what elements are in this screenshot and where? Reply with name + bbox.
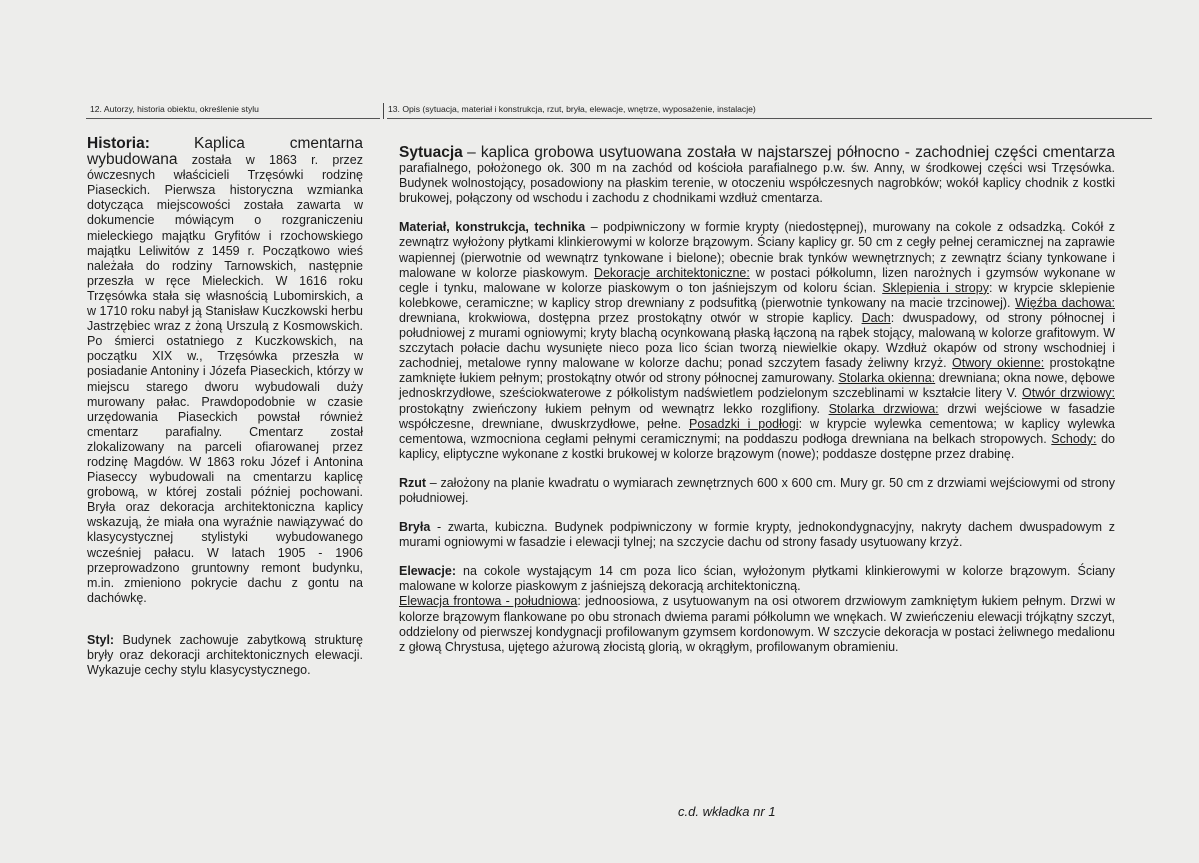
elewacje-paragraph [399, 564, 1115, 594]
elewacja-frontowa-paragraph [399, 594, 1115, 654]
sytuacja-title: – kaplica grobowa usytuowana została w najstarszej północno - zachodniej części cmentarza [467, 144, 1115, 161]
historia-paragraph [87, 136, 363, 606]
history-column [87, 136, 363, 678]
header-rule-left [86, 118, 380, 119]
material-text: – podpiwniczony w formie krypty (niedostępnej), murowany na cokole z odsadzką. Cokół z zewnątrz wyłożony płytkami klinkierowymi w kolorze brązowym. Ściany kaplicy gr. 50 cm z cegły pełnej ceramicznej na zaprawie wapiennej (pierwotnie od wewnątrz tynkowane i bielone); obecnie brak tynków wewnętrznych; z zewnątrz ściany tynkowane i malowane w kolorze piaskowym. [399, 220, 1116, 280]
styl-paragraph [87, 633, 363, 678]
material-text: : w krypcie sklepienie kolebkowe, ceramiczne; w kaplicy strop drewniany z podsufitką (pierwotnie tynkowany na macie trzcinowej). [399, 280, 1115, 310]
section-12-header: 12. Autorzy, historia obiektu, określenie stylu [90, 104, 259, 114]
elewacja-frontowa-term: Elewacja frontowa - południowa [399, 594, 578, 609]
rzut-text: – założony na planie kwadratu o wymiarach zewnętrznych 600 x 600 cm. Mury gr. 50 cm z drzwiami wejściowymi od strony południowej. [399, 475, 1115, 505]
elewacje-text: na cokole wystającym 14 cm poza lico ścian, wyłożonym płytkami klinkierowymi w kolorze brązowym. Ściany malowane w kolorze piaskowym z jaśniejszą dekoracją architektoniczną. [399, 564, 1115, 594]
bryla-paragraph [399, 520, 1115, 550]
description-column [399, 145, 1115, 655]
column-divider [383, 103, 384, 119]
stolarka-drzwiowa-term: Stolarka drzwiowa: [828, 401, 939, 416]
elewacja-frontowa-text: : jednoosiowa, z usytuowanym na osi otworem drzwiowym zamkniętym łukiem pełnym. Drzwi w kolorze brązowym flankowane po obu stronach dwiema parami półkolumn we wnękach. W zwieńczeniu elewacji trójkątny szczyt, oddzielony od pierwszej kondygnacji profilowanym gzymsem kordonowym. W szczycie dekoracja w postaci żeliwnego medalionu z głową Chrystusa, ujętego ażurową złocistą glorią, w okrągłym, profilowanym obramieniu. [399, 594, 1115, 654]
dekoracje-term: Dekoracje architektoniczne: [593, 265, 750, 280]
sklepienia-term: Sklepienia i stropy [882, 280, 989, 295]
historia-label: Historia: [87, 135, 150, 152]
continuation-note: c.d. wkładka nr 1 [678, 804, 776, 819]
material-text: do kaplicy, eliptyczne wykonane z kostki brukowej w kolorze brązowym (nowe); poddasze dostępne przez drabinę. [399, 431, 1115, 461]
historia-title: Kaplica cmentarna wybudowana [87, 135, 363, 169]
material-text: prostokątny zwieńczony łukiem pełnym od wewnątrz lekko rozglifiony. [399, 401, 829, 416]
material-text: : w krypcie wylewka cementowa; w kaplicy wylewka cementowa, wzmocniona cegłami pełnymi ceramicznymi; na poddaszu podłoga drewniana na belkach stropowych. [399, 416, 1115, 446]
material-label: Materiał, konstrukcja, technika [399, 220, 586, 235]
posadzki-term: Posadzki i podłogi [689, 416, 799, 431]
historia-text: została w 1863 r. przez ówczesnych właścicieli Trzęsówki rodzinę Piaseckich. Pierwsza historyczna wzmianka dotycząca miejscowości została zawarta w dokumencie mówiącym o rozgraniczeniu mieleckiego majątku Gryfitów i rzochowskiego majątku Leliwitów z 1459 r. Początkowo wieś należała do rodziny Tarnowskich, następnie przeszła w ręce Mieleckich. W 1616 roku Trzęsówka stała się własnością Lubomirskich, a w 1710 roku nabył ją Stanisław Kuczkowski herbu Jastrzębiec wraz z żoną Urszulą z Kosmowskich. Po śmierci ostatniego z Kuczkowskich, na początku XIX w., Trzęsówka przeszła w posiadanie Antoniny i Józefa Piaseckich, którzy w miejscu starego dworu wybudowali duży murowany pałac. Prawdopodobnie w czasie urzędowania Piaseckich powstał również cmentarz parafialny. Cmentarz został zlokalizowany na parceli ofiarowanej przez rodzinę Magdów. W 1863 roku Józef i Antonina Piaseccy wybudowali na cmentarzu kaplicę grobową, w której zostali później pochowani. Bryła oraz dekoracja architektoniczna kaplicy wskazują, że miała ona wyraźnie nawiązywać do klasycystycznej stylistyki wybudowanego wcześniej pałacu. W latach 1905 - 1906 przeprowadzono gruntowny remont budynku, m.in. zmieniono pokrycie dachu z gontu na dachówkę. [87, 153, 363, 605]
bryla-text: - zwarta, kubiczna. Budynek podpiwniczony w formie krypty, jednokondygnacyjny, nakryty dachem dwuspadowym z murami ogniowymi w fasadzie i elewacji tylnej; na szczycie dachu od strony fasady usytuowany krzyż. [399, 520, 1115, 550]
bryla-label: Bryła [399, 520, 431, 535]
material-text: drzwi wejściowe w fasadzie współczesne, drewniane, dwuskrzydłowe, pełne. [399, 401, 1116, 431]
wiezba-term: Więźba dachowa: [1015, 295, 1116, 310]
sytuacja-paragraph [399, 145, 1115, 206]
rzut-paragraph [399, 476, 1115, 506]
material-text: w postaci półkolumn, lizen narożnych i gzymsów wykonane w cegle i tynku, malowane w kolorze piaskowym o ton jaśniejszym od koloru ścian. [399, 265, 1116, 295]
dach-term: Dach [861, 310, 891, 325]
sytuacja-text: parafialnego, położonego ok. 300 m na zachód od kościoła parafialnego p.w. św. Anny, w środkowej części wsi Trzęsówka. Budynek wolnostojący, posadowiony na płaskim terenie, w otoczeniu współczesnych nagrobków; wokół kaplicy chodnik z kostki brukowej, połączony od wschodu i zachodu z chodnikami wzdłuż cmentarza. [399, 161, 1115, 206]
material-text: prostokątne zamknięte łukiem pełnym; prostokątny otwór od strony północnej zamurowany. [399, 356, 1115, 386]
otwory-okienne-term: Otwory okienne: [952, 356, 1045, 371]
material-text: drewniana, krokwiowa, dostępna przez prostokątny otwór w stropie kaplicy. [399, 310, 862, 325]
elewacje-label: Elewacje: [399, 564, 456, 579]
material-text: drewniana; okna nowe, dębowe jednoskrzydłowe, sześciokwaterowe z półkolistym nadświetlem podzielonym szczeblinami w kształcie litery V. [399, 371, 1116, 401]
header-rule-right [387, 118, 1152, 119]
material-text: : dwuspadowy, od strony północnej i południowej z murami ogniowymi; kryty blachą ocynkowaną płaską łączoną na rąbek stojący, malowaną w kolorze grafitowym. W szczytach połacie dachu wysunięte nieco poza lico ścian tworzą niewielkie okapy. Wzdłuż okapów od strony wschodniej i zachodniej, metalowe rynny malowane w kolorze dachu; ponad szczytem fasady żeliwny krzyż. [399, 310, 1115, 371]
styl-text: Budynek zachowuje zabytkową strukturę bryły oraz dekoracji architektonicznych elewacji. Wykazuje cechy stylu klasycystycznego. [87, 632, 364, 678]
stolarka-okienna-term: Stolarka okienna: [838, 371, 936, 386]
sytuacja-label: Sytuacja [399, 144, 463, 161]
styl-label: Styl: [87, 632, 115, 647]
rzut-label: Rzut [399, 475, 427, 490]
otwor-drzwiowy-term: Otwór drzwiowy: [1022, 386, 1115, 401]
section-13-header: 13. Opis (sytuacja, materiał i konstrukcja, rzut, bryła, elewacje, wnętrze, wyposażenie, instalacje) [388, 104, 756, 114]
schody-term: Schody: [1051, 431, 1097, 446]
material-paragraph [399, 220, 1115, 462]
